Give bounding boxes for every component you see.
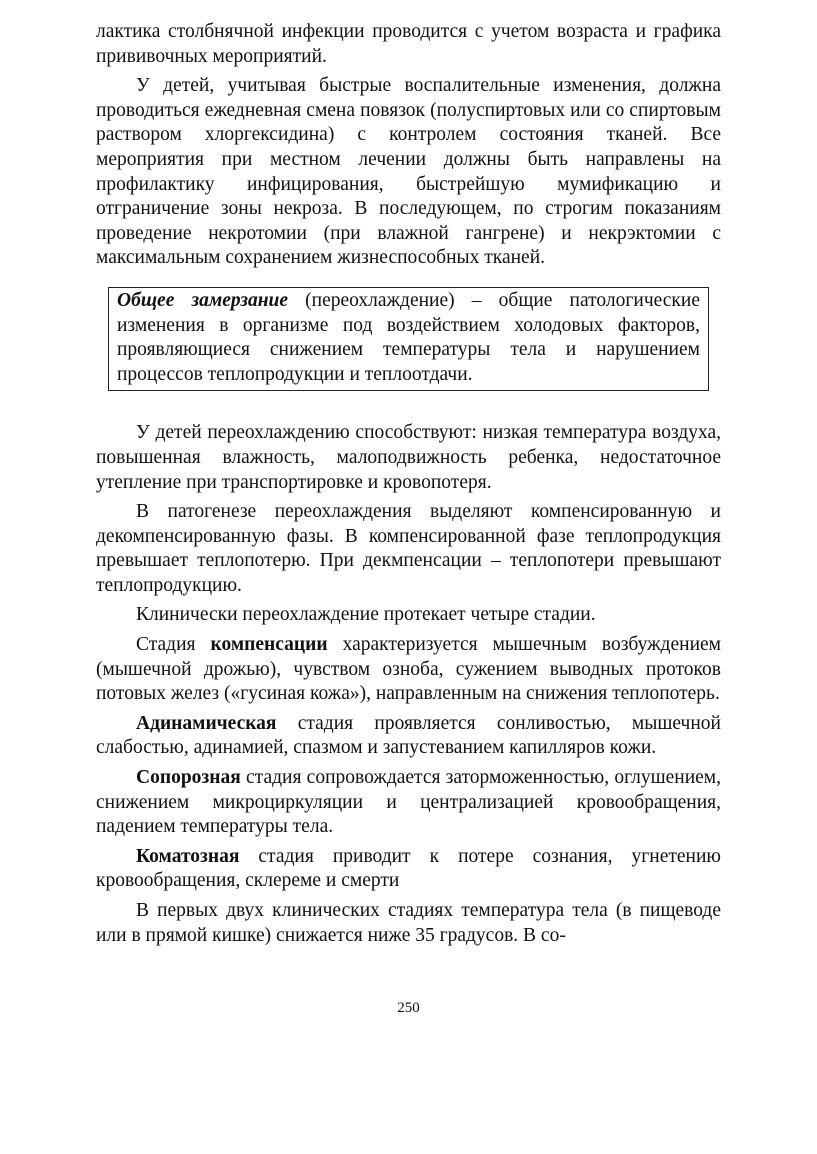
paragraph-clinical-stages-intro: Клинически переохлаждение протекает четыре стадии. xyxy=(136,604,596,626)
stage-description: стадия приводит к потере сознания, угнетению кровообращения, склереме и смерти xyxy=(96,845,721,892)
page-body xyxy=(96,20,721,953)
definition-box xyxy=(108,287,709,391)
stage-description: стадия сопровождается заторможенностью, оглушением, снижением микроциркуляции и централизацией кровообращения, падением температуры тела. xyxy=(96,767,721,838)
stage-name-comatose: Коматозная xyxy=(136,845,240,867)
paragraph-stage-soporous xyxy=(96,766,721,840)
stage-prefix: Стадия xyxy=(136,634,211,656)
paragraph-risk-factors: У детей переохлаждению способствуют: низкая температура воздуха, повышенная влажность, малоподвижность ребенка, недостаточное утепление при транспортировке и кровопотеря. xyxy=(96,422,721,493)
stage-name-soporous: Сопорозная xyxy=(136,767,241,789)
stage-description: стадия проявляется сонливостью, мышечной слабостью, адинамией, спазмом и запустеванием капилляров кожи. xyxy=(96,712,721,759)
stage-name-adynamic: Адинамическая xyxy=(136,712,277,734)
paragraph-stage-adynamic xyxy=(96,712,721,761)
paragraph-children-wound-care: У детей, учитывая быстрые воспалительные изменения, должна проводиться ежедневная смена повязок (полуспиртовых или со спиртовым раствором хлоргексидина) с контролем состояния тканей. Все мероприятия при местном лечении должны быть направлены на профилактику инфицирования, быстрейшую мумификацию и отграничение зоны некроза. В последующем, по строгим показаниям проведение некротомии (при влажной гангрене) и некрэктомии с максимальным сохранением жизнеспособных тканей. xyxy=(96,75,721,269)
definition-paragraph xyxy=(117,289,700,387)
stage-description: характеризуется мышечным возбуждением (мышечной дрожью), чувством озноба, сужением выводных протоков потовых желез («гусиная кожа»), направленным на снижения теплопотерь. xyxy=(96,634,721,705)
paragraph-continuation: лактика столбнячной инфекции проводится с учетом возраста и графика прививочных мероприятий. xyxy=(96,21,721,67)
page-number: 250 xyxy=(397,1000,420,1016)
paragraph-stage-compensation xyxy=(96,633,721,707)
definition-text: (переохлаждение) – общие патологические изменения в организме под воздействием холодовых факторов, проявляющиеся снижением температуры тела и нарушением процессов теплопродукции и теплоотдачи. xyxy=(117,289,700,385)
definition-term: Общее замерзание xyxy=(117,289,289,311)
paragraph-stage-comatose xyxy=(96,845,721,894)
paragraph-temperature: В первых двух клинических стадиях температура тела (в пищеводе или в прямой кишке) снижается ниже 35 градусов. В со- xyxy=(96,900,721,946)
stage-name-compensation: компенсации xyxy=(210,634,328,656)
paragraph-pathogenesis: В патогенезе переохлаждения выделяют компенсированную и декомпенсированную фазы. В компенсированной фазе теплопродукция превышает теплопотерю. При декмпенсации – теплопотери превышают теплопродукцию. xyxy=(96,501,721,596)
